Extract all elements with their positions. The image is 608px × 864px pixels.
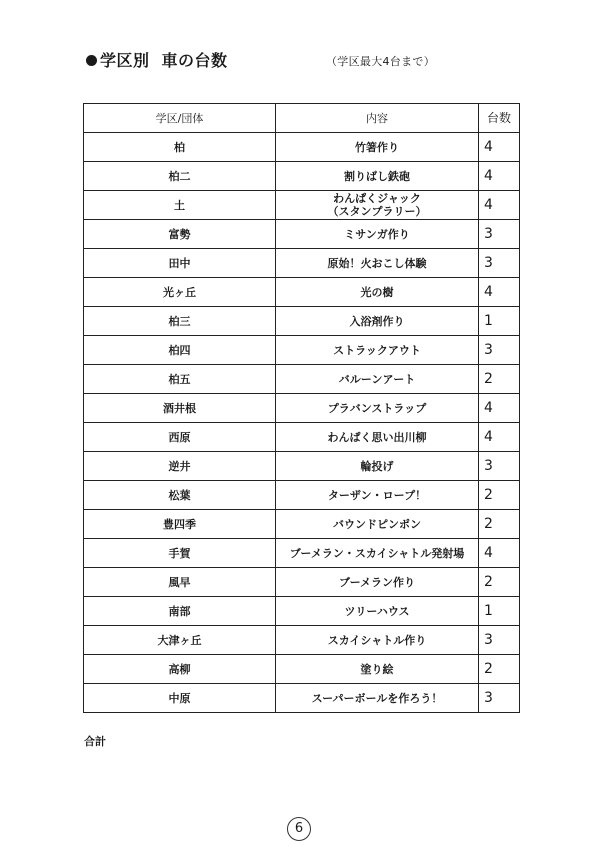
cell-school: 田中 <box>84 249 276 278</box>
cell-count: 2 <box>479 481 520 510</box>
cell-content: 竹箸作り <box>276 133 479 162</box>
table-row <box>84 655 520 684</box>
cell-content: スカイシャトル作り <box>276 626 479 655</box>
cell-count: 4 <box>479 191 520 220</box>
cell-count: 4 <box>479 162 520 191</box>
cell-count: 1 <box>479 307 520 336</box>
vehicle-count-table <box>83 103 520 713</box>
table-row <box>84 510 520 539</box>
cell-school: 柏五 <box>84 365 276 394</box>
cell-content: ストラックアウト <box>276 336 479 365</box>
cell-count: 2 <box>479 365 520 394</box>
cell-count: 3 <box>479 626 520 655</box>
cell-content: 塗り絵 <box>276 655 479 684</box>
cell-count: 3 <box>479 336 520 365</box>
table-row <box>84 481 520 510</box>
cell-content: バルーンアート <box>276 365 479 394</box>
table-row <box>84 568 520 597</box>
header-school: 学区/団体 <box>84 104 276 133</box>
cell-content: バウンドピンポン <box>276 510 479 539</box>
cell-school: 富勢 <box>84 220 276 249</box>
page-title <box>86 48 228 71</box>
cell-count: 4 <box>479 423 520 452</box>
limit-note: （学区最大4台まで） <box>326 55 435 68</box>
cell-count: 2 <box>479 510 520 539</box>
cell-school: 逆井 <box>84 452 276 481</box>
table-row <box>84 336 520 365</box>
cell-count: 4 <box>479 278 520 307</box>
cell-count: 4 <box>479 394 520 423</box>
cell-school: 西原 <box>84 423 276 452</box>
table-row <box>84 365 520 394</box>
cell-school: 手賀 <box>84 539 276 568</box>
cell-content: わんぱくジャック （スタンプラリー） <box>276 191 479 220</box>
cell-school: 柏四 <box>84 336 276 365</box>
table-row <box>84 626 520 655</box>
cell-school: 柏三 <box>84 307 276 336</box>
table-row <box>84 597 520 626</box>
cell-count: 2 <box>479 655 520 684</box>
cell-content: スーパーボールを作ろう！ <box>276 684 479 713</box>
cell-count: 3 <box>479 452 520 481</box>
table-row <box>84 452 520 481</box>
header-content: 内容 <box>276 104 479 133</box>
cell-school: 高柳 <box>84 655 276 684</box>
cell-content: わんぱく思い出川柳 <box>276 423 479 452</box>
cell-school: 酒井根 <box>84 394 276 423</box>
bullet-icon <box>86 55 97 66</box>
cell-school: 豊四季 <box>84 510 276 539</box>
cell-content: 原始！火おこし体験 <box>276 249 479 278</box>
cell-school: 光ヶ丘 <box>84 278 276 307</box>
cell-content: ミサンガ作り <box>276 220 479 249</box>
cell-content: ターザン・ロープ！ <box>276 481 479 510</box>
cell-content: 光の樹 <box>276 278 479 307</box>
cell-count: 3 <box>479 684 520 713</box>
table-row <box>84 249 520 278</box>
title-section: 学区別 <box>100 51 150 70</box>
cell-content: ブーメラン・スカイシャトル発射場 <box>276 539 479 568</box>
cell-content: ツリーハウス <box>276 597 479 626</box>
table-row <box>84 162 520 191</box>
cell-content: 割りばし鉄砲 <box>276 162 479 191</box>
cell-content: 入浴剤作り <box>276 307 479 336</box>
cell-count: 1 <box>479 597 520 626</box>
cell-school: 松葉 <box>84 481 276 510</box>
cell-school: 大津ヶ丘 <box>84 626 276 655</box>
cell-school: 風早 <box>84 568 276 597</box>
total-label: 合計 <box>84 735 106 748</box>
table-row <box>84 191 520 220</box>
table-row <box>84 133 520 162</box>
cell-content: ブーメラン作り <box>276 568 479 597</box>
table-row <box>84 394 520 423</box>
table-row <box>84 684 520 713</box>
title-subject: 車の台数 <box>161 51 228 70</box>
cell-count: 2 <box>479 568 520 597</box>
cell-count: 4 <box>479 539 520 568</box>
cell-count: 4 <box>479 133 520 162</box>
page-number: 6 <box>287 817 311 841</box>
table-row <box>84 423 520 452</box>
cell-school: 柏二 <box>84 162 276 191</box>
cell-school: 南部 <box>84 597 276 626</box>
cell-content: プラバンストラップ <box>276 394 479 423</box>
cell-content: 輪投げ <box>276 452 479 481</box>
header-count: 台数 <box>479 104 520 133</box>
table-row <box>84 278 520 307</box>
table-row <box>84 220 520 249</box>
cell-school: 中原 <box>84 684 276 713</box>
cell-school: 柏 <box>84 133 276 162</box>
cell-count: 3 <box>479 249 520 278</box>
cell-school: 土 <box>84 191 276 220</box>
table-row <box>84 539 520 568</box>
cell-count: 3 <box>479 220 520 249</box>
table-row <box>84 307 520 336</box>
table-header-row <box>84 104 520 133</box>
